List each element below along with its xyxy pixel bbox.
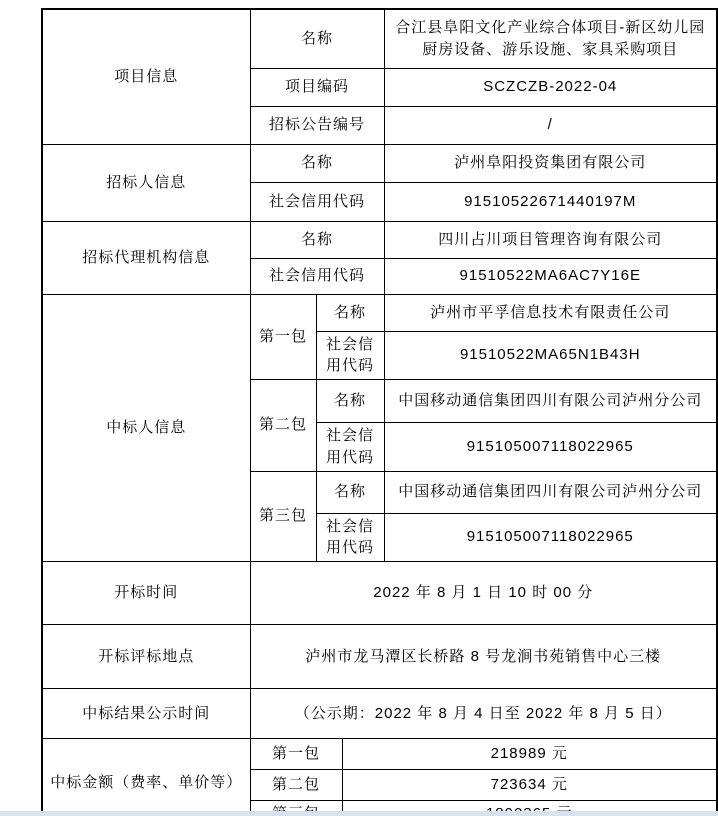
amount-package1-label: 第一包: [250, 739, 342, 770]
winner-package2-label: 第二包: [250, 380, 316, 472]
winner-package1-name-label: 名称: [316, 294, 384, 331]
bid-result-table: [41, 8, 718, 816]
section-tenderer-info: 招标人信息: [42, 144, 250, 221]
winner-package3-name-label: 名称: [316, 471, 384, 513]
winner-package2-credit-code-label: 社会信用代码: [316, 423, 384, 472]
project-code-label: 项目编码: [250, 68, 384, 106]
winner-package1-credit-code-value: 91510522MA65N1B43H: [384, 331, 717, 380]
winner-package2-name-value: 中国移动通信集团四川有限公司泸州分公司: [384, 380, 717, 423]
amount-package2-value: 723634 元: [342, 770, 717, 801]
winner-package1-credit-code-label: 社会信用代码: [316, 331, 384, 380]
table-row: [42, 625, 717, 689]
winner-package1-label: 第一包: [250, 294, 316, 380]
section-agency-info: 招标代理机构信息: [42, 221, 250, 294]
tenderer-credit-code-value: 91510522671440197M: [384, 182, 717, 221]
section-winning-amount: 中标金额（费率、单价等）: [42, 739, 250, 816]
tenderer-credit-code-label: 社会信用代码: [250, 182, 384, 221]
bid-opening-location-value: 泸州市龙马潭区长桥路 8 号龙涧书苑销售中心三楼: [250, 625, 717, 689]
amount-package1-value: 218989 元: [342, 739, 717, 770]
project-name-value: 合江县阜阳文化产业综合体项目-新区幼儿园厨房设备、游乐设施、家具采购项目: [384, 9, 717, 68]
table-row: [42, 562, 717, 625]
table-row: [42, 294, 717, 331]
winner-package3-name-value: 中国移动通信集团四川有限公司泸州分公司: [384, 471, 717, 513]
winner-package3-label: 第三包: [250, 471, 316, 562]
result-publicity-time-label: 中标结果公示时间: [42, 689, 250, 739]
tenderer-name-value: 泸州阜阳投资集团有限公司: [384, 144, 717, 182]
agency-credit-code-label: 社会信用代码: [250, 258, 384, 294]
announcement-no-value: /: [384, 106, 717, 144]
agency-name-value: 四川占川项目管理咨询有限公司: [384, 221, 717, 258]
table-row: [42, 221, 717, 258]
result-publicity-time-value: （公示期：2022 年 8 月 4 日至 2022 年 8 月 5 日）: [250, 689, 717, 739]
agency-name-label: 名称: [250, 221, 384, 258]
table-row: [42, 739, 717, 770]
winner-package3-credit-code-value: 915105007118022965: [384, 513, 717, 562]
agency-credit-code-value: 91510522MA6AC7Y16E: [384, 258, 717, 294]
winner-package1-name-value: 泸州市平孚信息技术有限责任公司: [384, 294, 717, 331]
project-name-label: 名称: [250, 9, 384, 68]
bid-opening-time-value: 2022 年 8 月 1 日 10 时 00 分: [250, 562, 717, 625]
section-winner-info: 中标人信息: [42, 294, 250, 562]
winner-package2-name-label: 名称: [316, 380, 384, 423]
amount-package2-label: 第二包: [250, 770, 342, 801]
bid-opening-location-label: 开标评标地点: [42, 625, 250, 689]
bid-opening-time-label: 开标时间: [42, 562, 250, 625]
table-row: [42, 144, 717, 182]
bid-result-table-wrap: [41, 8, 716, 816]
announcement-no-label: 招标公告编号: [250, 106, 384, 144]
winner-package2-credit-code-value: 915105007118022965: [384, 423, 717, 472]
table-row: [42, 9, 717, 68]
winner-package3-credit-code-label: 社会信用代码: [316, 513, 384, 562]
section-project-info: 项目信息: [42, 9, 250, 144]
tenderer-name-label: 名称: [250, 144, 384, 182]
table-row: [42, 689, 717, 739]
page-bottom-strip: [0, 811, 718, 816]
project-code-value: SCZCZB-2022-04: [384, 68, 717, 106]
